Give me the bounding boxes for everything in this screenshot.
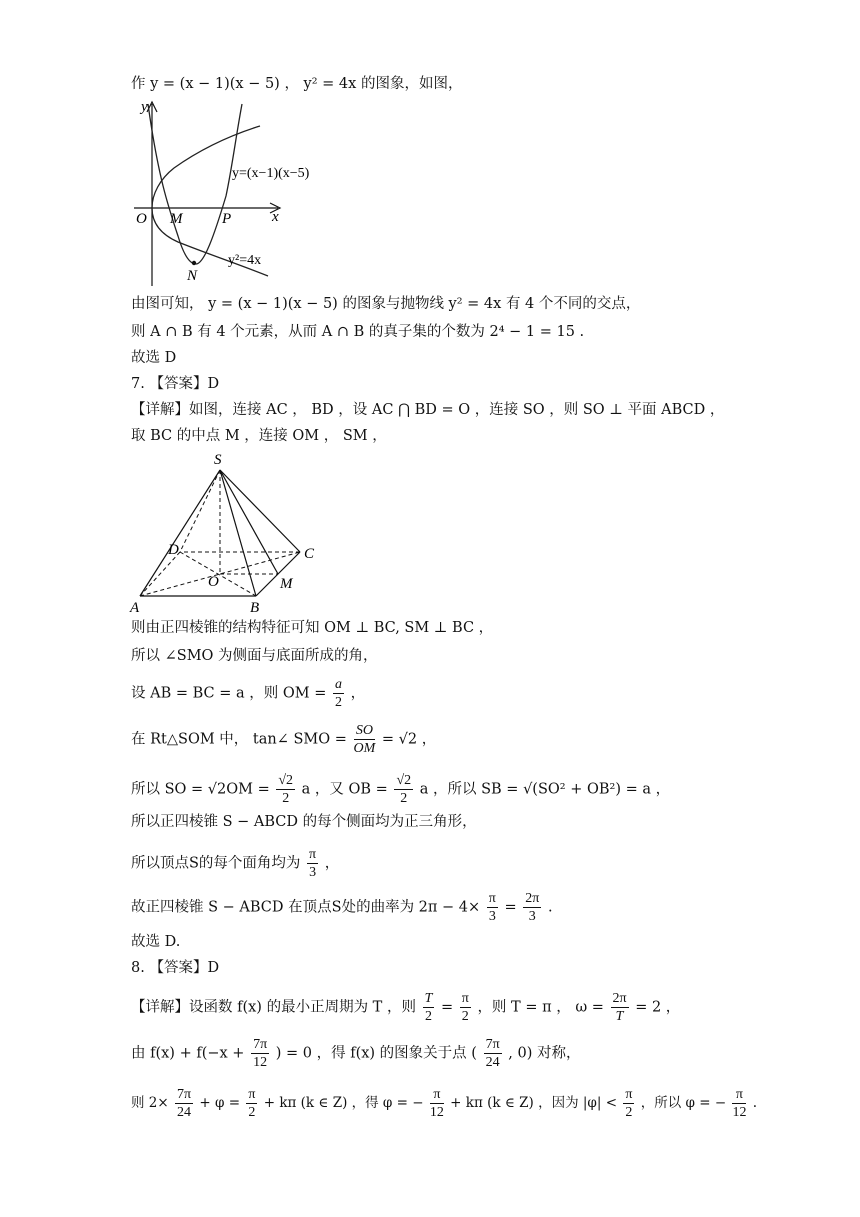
frac-num: √2: [278, 773, 294, 788]
formula-18-c: .: [547, 899, 553, 916]
frac-den: 2: [424, 1009, 432, 1024]
frac-den: 2: [248, 1105, 256, 1120]
text-line-19: 故选 D.: [131, 934, 181, 950]
formula-line-23: [131, 1086, 757, 1121]
formula-line-12: [131, 772, 670, 807]
figure-square-pyramid: [128, 450, 328, 616]
frac-den: 2: [334, 695, 342, 710]
formula-21-a: 【详解】设函数 f(x) 的最小正周期为 T ，则: [131, 999, 416, 1016]
figure2-label-C: C: [304, 546, 315, 562]
formula-23-c: + kπ (k ∈ Z) ，得 φ = −: [263, 1095, 424, 1111]
formula-12-b: a ，又 OB =: [301, 781, 388, 798]
formula-line-21: [131, 990, 680, 1025]
frac-den: 12: [253, 1055, 268, 1070]
figure2-label-D: D: [168, 542, 179, 558]
formula-line-17: [131, 846, 339, 881]
fraction-so-over-om: [354, 722, 376, 757]
formula-21-d: = 2 ，: [635, 999, 681, 1016]
formula-line-10: [131, 676, 365, 711]
formula-23-b: + φ =: [199, 1095, 241, 1111]
fraction-7pi-over-24-second: [175, 1086, 193, 1121]
frac-den: 12: [732, 1105, 747, 1120]
figure1-label-P: P: [222, 211, 232, 227]
frac-num: 7π: [253, 1037, 268, 1052]
frac-num: T: [424, 991, 433, 1006]
figure2-label-O: O: [208, 574, 219, 590]
figure1-label-x: x: [272, 209, 279, 225]
formula-22-b: ) = 0 ，得 f(x) 的图象关于点 (: [275, 1045, 477, 1062]
formula-11-a: 在 Rt△SOM 中， tan∠ SMO =: [131, 731, 347, 748]
formula-23-e: ，所以 φ = −: [640, 1095, 727, 1111]
fraction-pi-over-2-second: [246, 1086, 257, 1121]
fraction-pi-over-12-second: [732, 1086, 746, 1121]
figure2-label-M: M: [280, 576, 293, 592]
fraction-pi-over-2: [460, 990, 471, 1025]
frac-den: T: [615, 1009, 624, 1024]
text-line-6: 【详解】如图，连接 AC ， BD ，设 AC ⋂ BD = O ，连接 SO ，则 SO ⊥ 平面 ABCD ，: [131, 402, 725, 418]
fraction-sqrt2-over-2-second: [394, 772, 413, 807]
formula-21-b: =: [440, 999, 454, 1016]
fraction-t-over-2: [423, 990, 435, 1025]
fraction-pi-over-3: [307, 846, 318, 881]
fraction-7pi-over-24: [484, 1036, 502, 1071]
frac-num: π: [430, 1086, 444, 1104]
frac-num: 7π: [485, 1037, 500, 1052]
frac-num: π: [309, 847, 317, 862]
text-line-2: 由图可知， y = (x − 1)(x − 5) 的图象与抛物线 y² = 4x 有 4 个不同的交点，: [131, 296, 641, 312]
formula-22-c: , 0) 对称，: [508, 1045, 581, 1062]
formula-10-b: ，: [350, 685, 366, 702]
figure1-label-O: O: [136, 211, 147, 227]
formula-12-a: 所以 SO = √2OM =: [131, 781, 270, 798]
text-line-5: 7. 【答案】D: [131, 376, 220, 392]
formula-18-b: =: [504, 899, 517, 916]
figure1-curve-label-parabola: y²=4x: [228, 253, 262, 268]
formula-23-d: + kπ (k ∈ Z) ，因为 |φ| <: [450, 1095, 618, 1111]
fraction-sqrt2-over-2: [276, 772, 295, 807]
frac-num: π: [461, 991, 469, 1006]
frac-num: 7π: [177, 1087, 192, 1102]
frac-num: π: [625, 1087, 633, 1102]
formula-line-18: [131, 890, 553, 925]
frac-num: π: [248, 1087, 256, 1102]
formula-17-b: ，: [324, 855, 340, 872]
formula-11-b: = √2 ，: [381, 731, 437, 748]
text-line-4: 故选 D: [131, 350, 177, 366]
fraction-2pi-over-3: [523, 890, 541, 925]
frac-den: 24: [485, 1055, 500, 1070]
fraction-pi-over-2-third: [623, 1086, 634, 1121]
fraction-7pi-over-12: [251, 1036, 269, 1071]
formula-21-c: ，则 T = π ， ω =: [477, 999, 604, 1016]
frac-num: a: [334, 677, 342, 692]
figure2-label-A: A: [130, 600, 140, 616]
figure1-label-y: y: [141, 99, 148, 115]
frac-den: 3: [528, 909, 536, 924]
frac-den: OM: [353, 741, 376, 756]
frac-den: 2: [400, 791, 408, 806]
text-line-7: 取 BC 的中点 M ，连接 OM ， SM ，: [131, 428, 387, 444]
frac-num: 2π: [612, 991, 627, 1006]
frac-num: √2: [396, 773, 412, 788]
frac-num: 2π: [525, 891, 540, 906]
text-line-1: 作 y = (x − 1)(x − 5) ， y² = 4x 的图象，如图，: [131, 76, 463, 92]
frac-den: 24: [177, 1105, 192, 1120]
frac-den: 12: [429, 1105, 444, 1120]
formula-line-11: [131, 722, 436, 757]
fraction-a-over-2: [333, 676, 344, 711]
frac-num: π: [732, 1086, 746, 1104]
formula-17-a: 所以顶点S的每个面角均为: [131, 855, 301, 872]
text-line-9: 所以 ∠SMO 为侧面与底面所成的角，: [131, 648, 378, 664]
text-line-3: 则 A ∩ B 有 4 个元素，从而 A ∩ B 的真子集的个数为 2⁴ − 1 = 15 .: [131, 324, 585, 340]
figure2-label-B: B: [250, 600, 260, 616]
figure-intersection-graph: [128, 96, 310, 291]
frac-den: 2: [282, 791, 290, 806]
text-line-16: 所以正四棱锥 S − ABCD 的每个侧面均为正三角形，: [131, 814, 477, 830]
figure1-label-M: M: [170, 211, 183, 227]
figure2-label-S: S: [214, 452, 222, 468]
frac-num: π: [488, 891, 496, 906]
fraction-pi-over-3-second: [487, 890, 498, 925]
formula-line-22: [131, 1036, 580, 1071]
fraction-pi-over-12: [430, 1086, 444, 1121]
frac-num: SO: [354, 722, 376, 740]
formula-22-a: 由 f(x) + f(−x +: [131, 1045, 245, 1062]
text-line-20: 8. 【答案】D: [131, 960, 220, 976]
formula-10-a: 设 AB = BC = a ，则 OM =: [131, 685, 327, 702]
figure1-label-N: N: [187, 268, 198, 284]
formula-12-c: a ，所以 SB = √(SO² + OB²) = a ，: [419, 781, 671, 798]
formula-23-f: .: [752, 1095, 758, 1111]
figure1-curve-label-quadratic: y=(x−1)(x−5): [232, 166, 310, 181]
frac-den: 3: [488, 909, 496, 924]
formula-18-a: 故正四棱锥 S − ABCD 在顶点S处的曲率为 2π − 4×: [131, 899, 481, 916]
formula-23-a: 则 2×: [131, 1095, 169, 1111]
text-line-8: 则由正四棱锥的结构特征可知 OM ⊥ BC, SM ⊥ BC ，: [131, 620, 494, 636]
frac-den: 2: [625, 1105, 633, 1120]
fraction-2pi-over-t: [611, 990, 629, 1025]
frac-den: 2: [461, 1009, 469, 1024]
frac-den: 3: [309, 865, 317, 880]
